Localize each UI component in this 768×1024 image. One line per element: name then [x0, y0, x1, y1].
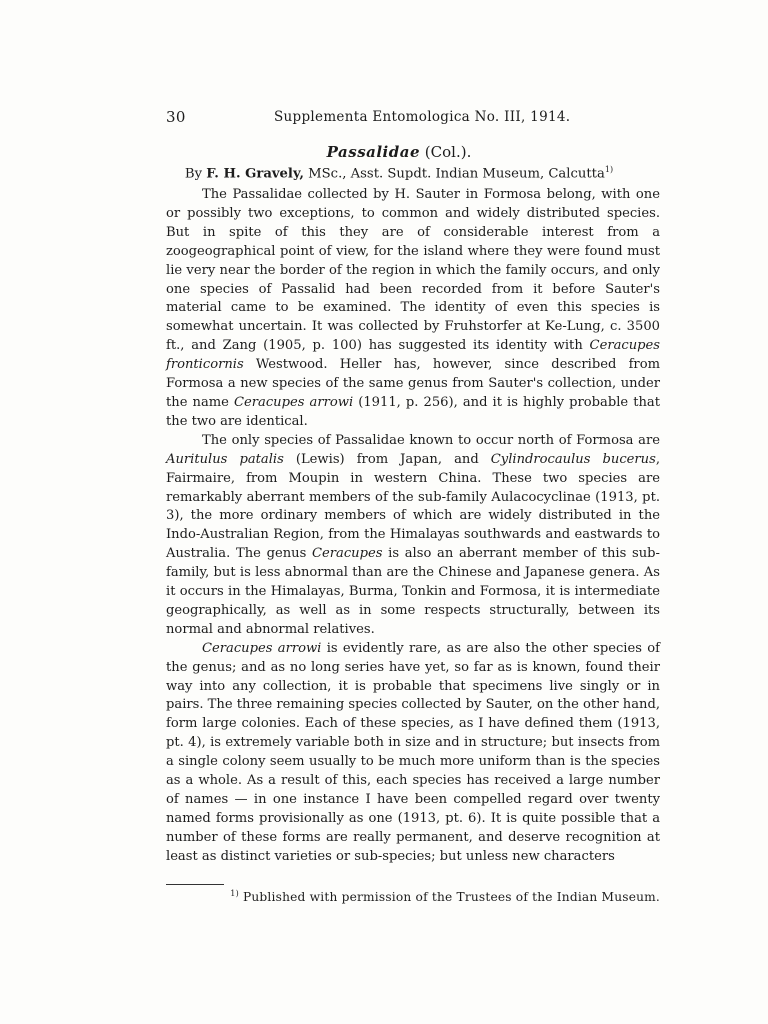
title-order: (Col.). [424, 143, 472, 161]
paragraph-text: (1911, p. 256), and it is highly probable that the two are identical. [166, 394, 660, 429]
title-family: Passalidae [326, 143, 421, 161]
footnote-mark: 1) [230, 889, 239, 898]
running-head: Supplementa Entomologica No. III, 1914. [274, 109, 571, 125]
genus-name: Ceracupes [312, 546, 383, 562]
paragraph-text: The only species of Passalidae known to occur north of Formosa are [202, 432, 660, 448]
page-number: 30 [166, 108, 186, 126]
footnote-rule [166, 884, 224, 885]
article-title [0, 143, 768, 161]
byline [0, 165, 768, 181]
paragraph-2 [166, 432, 660, 640]
species-name: Ceracupes fronticornis [166, 338, 660, 373]
paragraph-1 [166, 186, 660, 432]
paragraph-text: is also an aberrant member of this sub-family, but is less abnormal than are the Chinese and Japanese genera. As it occurs in the Himalayas, Burma, Tonkin and Formosa, it is intermediate geographically, as well as in some respects structurally, between its normal and abnormal relatives. [166, 546, 660, 637]
footnote [166, 889, 660, 904]
paragraph-text: is evidently rare, as are also the other species of the genus; and as no long series have yet, so far as is known, found their way into any collection, it is probable that specimens live singly or in pairs. The three remaining species collected by Sauter, on the other hand, form large colonies. Each of these species, as I have defined them (1913, pt. 4), is extremely variable both in size and in structure; but insects from a single colony seem usually to be much more uniform than is the species as a whole. As a result of this, each species has received a large number of names — in one instance I have been compelled regard over twenty named forms provisionally as one (1913, pt. 6). It is quite possible that a number of these forms are really permanent, and deserve recognition at least as distinct varieties or sub-species; but unless new characters [166, 640, 660, 864]
species-name: Ceracupes arrowi [202, 640, 322, 656]
body-text [166, 186, 660, 867]
paragraph-3 [166, 640, 660, 867]
species-name: Auritulus patalis [166, 451, 284, 467]
paragraph-text: The Passalidae collected by H. Sauter in Formosa belong, with one or possibly two exceptions, to common and widely distributed species. But in spite of this they are of considerable interest from a zoogeographical point of view, for the island where they were found must lie very near the border of the region in which the family occurs, and only one species of Passalid had been recorded from it before Sauter's material came to be examined. The identity of even this species is somewhat uncertain. It was collected by Fruhstorfer at Ke-Lung, c. 3500 ft., and Zang (1905, p. 100) has suggested its identity with [166, 187, 660, 354]
footnote-text: Published with permission of the Trustees of the Indian Museum. [242, 890, 660, 905]
page-header [166, 108, 632, 128]
byline-affiliation: MSc., Asst. Supdt. Indian Museum, Calcutta [308, 166, 605, 182]
species-name: Ceracupes arrowi [234, 394, 354, 410]
byline-prefix: By [184, 166, 203, 182]
paragraph-text: Westwood. Heller has, however, since described from Formosa a new species of the same genus from Sauter's collection, under the name [166, 357, 660, 410]
paragraph-text: , Fairmaire, from Moupin in western China. These two species are remarkably aberrant members of the sub-family Aulacocyclinae (1913, pt. 3), the more ordinary members of which are widely distributed in the Indo-Australian Region, from the Himalayas southwards and eastwards to Australia. The genus [166, 451, 660, 562]
paragraph-text: (Lewis) from Japan, and [283, 451, 491, 467]
byline-footnote-mark: 1) [604, 165, 614, 174]
species-name: Cylindrocaulus bucerus [490, 451, 656, 467]
byline-author: F. H. Gravely, [206, 166, 304, 182]
